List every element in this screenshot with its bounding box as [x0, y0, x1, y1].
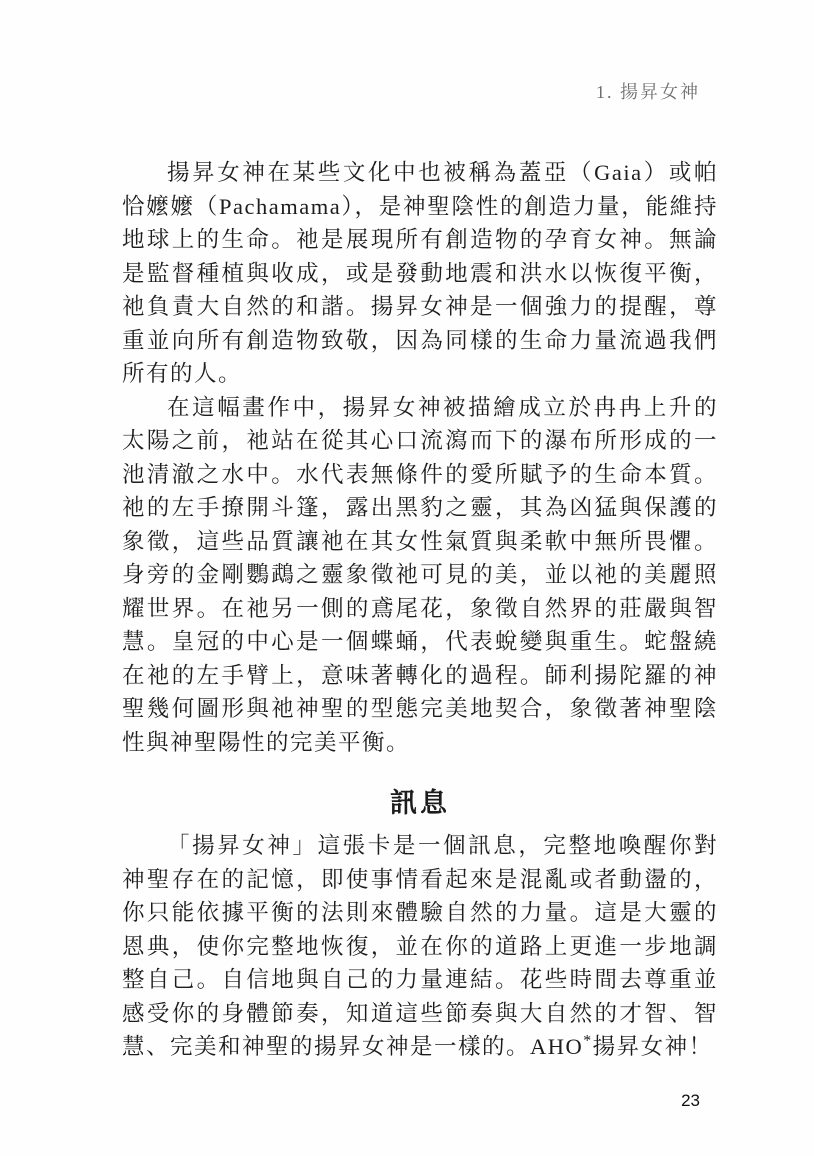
paragraph-intro: 揚昇女神在某些文化中也被稱為蓋亞（Gaia）或帕恰嬤嬤（Pachamama），是神聖陰性的創造力量，能維持地球上的生命。祂是展現所有創造物的孕育女神。無論是監督種植與收成，或是發動地震和洪水以恢復平衡，祂負責大自然的和諧。揚昇女神是一個強力的提醒，尊重並向所有創造物致敬，因為同樣的生命力量流過我們所有的人。	[122, 160, 718, 386]
paragraph-message-text: 「揚昇女神」這張卡是一個訊息，完整地喚醒你對神聖存在的記憶，即使事情看起來是混亂或者動盪的，你只能依據平衡的法則來體驗自然的力量。這是大靈的恩典，使你完整地恢復，並在你的道路上更進一步地調整自己。自信地與自己的力量連結。花些時間去尊重並感受你的身體節奏，知道這些節奏與大自然的才智、智慧、完美和神聖的揚昇女神是一樣的。AHO	[122, 833, 718, 1059]
page-number: 23	[681, 1091, 700, 1110]
section-heading-message: 訊息	[390, 788, 450, 818]
paragraph-message-tail: 揚昇女神！	[592, 1034, 713, 1059]
paragraph-message	[122, 829, 718, 1064]
running-header: 1. 揚昇女神	[596, 82, 700, 102]
footnote-asterisk: *	[583, 1032, 593, 1050]
paragraph-artwork-description: 在這幅畫作中，揚昇女神被描繪成立於冉冉上升的太陽之前，祂站在從其心口流瀉而下的瀑布所形成的一池清澈之水中。水代表無條件的愛所賦予的生命本質。祂的左手撩開斗篷，露出黑豹之靈，其為凶猛與保護的象徵，這些品質讓祂在其女性氣質與柔軟中無所畏懼。身旁的金剛鸚鵡之靈象徵祂可見的美，並以祂的美麗照耀世界。在祂另一側的鳶尾花，象徵自然界的莊嚴與智慧。皇冠的中心是一個蝶蛹，代表蛻變與重生。蛇盤繞在祂的左手臂上，意味著轉化的過程。師利揚陀羅的神聖幾何圖形與祂神聖的型態完美地契合，象徵著神聖陰性與神聖陽性的完美平衡。	[122, 394, 718, 755]
text-block	[122, 156, 718, 1064]
